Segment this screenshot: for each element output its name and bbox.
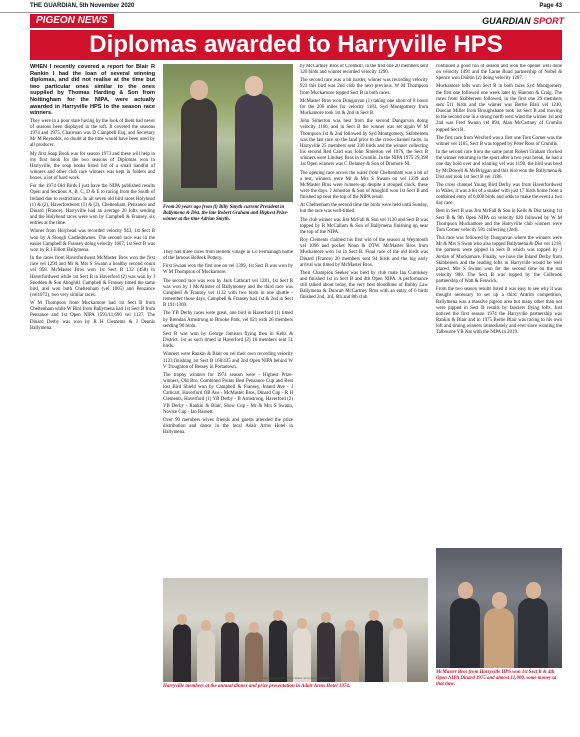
- paragraph: Muckamore lofts won Sect B in both races Syd Montgomery the first one followed one week later by Hannon & Craig. The races from Skibbereen followed, in the first one 29 members sent 511 birds and the winner was Bertie Blair vel 1240, Duncan Miller from Broughshane took 1st Sect B and moving to the second one in a strong north west wind the winner 1st and 2nd was Fred Swann vel 894, Alan McCartney of Crumlin topped Sect B.: [436, 84, 562, 133]
- photo-person: [269, 620, 287, 682]
- photo-person: [221, 622, 239, 682]
- paragraph: Winners were Rankin & Blair on vel their own recording velocity 1123 finishing 1st Sect B 168/435 and 2nd Open NIPA behind W V Troughton of Bessey in Portadown.: [163, 352, 293, 370]
- masthead-date: THE GUARDIAN, 5th November 2020: [30, 3, 135, 9]
- photo-person: [341, 630, 359, 682]
- photo-trophy-winners: [436, 548, 562, 668]
- paragraph: Best in Sect B was Jim McFall & Son in Kells & Dist taking 1st Sect B & 9th Open NIPA on velocity 620 followed by W M Thompson Muckamore and the Harryville club winners were Tom Corner velocity 581 collecting (2nd).: [436, 209, 562, 233]
- paragraph: Winner from Holyhead was recorded velocity 943, 1st Sect B won by A Slough Castledownes. The second race was in the easier Campbell & Fransey doing velocity 1667, 1st Sect B was won by R J Elliott Ballymena.: [30, 229, 155, 253]
- paragraph: W M Thompson from Muckamore had 1st Sect B from Cheltenham while W Bird from Ballymena had 1st Sect B from Penzance and 1st Open NIPA 1591/11,690 vel 1127. The Dinard Derby was won by R H Clements & J Dennis Ballymena.: [30, 301, 155, 331]
- headline: Diplomas awarded to Harryville HPS: [30, 30, 562, 60]
- brand-sport: SPORT: [533, 16, 564, 26]
- photo-person: [173, 624, 191, 682]
- photo-inscription: Prize-winners at the annual dinner and prize presentation: [261, 676, 330, 680]
- paragraph: Their Champion Seeker was bred by club mate Ian Cumiskey and finished 1st in Sect B and 4th Open NIPA. A performance still talked about today, the very best bloodlines of Bobby Law Ballymena & Duncan McCartney Bros with an entry of 6 birds finished 2nd, 3rd, 6th and 8th club.: [300, 270, 428, 301]
- paragraph: The first race from Wexford was a first one Tom Corner was the winner vel 1165, Sect B was topped by Peter Ross of Crumlin.: [436, 135, 562, 147]
- article-column-1: [30, 64, 155, 692]
- photo-person: [365, 620, 383, 682]
- paragraph: They had three races from Bellerk village in Co Fermanagh home of the famous Belleek Pottery.: [163, 250, 293, 262]
- paragraph: My first Soap Book was for season 1973 and these will help in my first book for the two seasons of Diplomas won in Harryville, the soap books listed list of a small handful of winners and other club race winners was kept in folders and boxes, a lot of hard work.: [30, 151, 155, 182]
- section-tag: PIGEON NEWS: [30, 14, 114, 28]
- paragraph: The opening race across the water from Cheltenham was a bit of a test, winners were Mr & Mrs S Swann on vel 1239 and McMaster Bros were runners-up despite a stooped clock, these were the days. J Johnston & Son of Ahoghill won 1st Sect B and finished up near the top of the NIPA result.: [300, 170, 428, 201]
- masthead: [0, 0, 580, 13]
- section-bar: [0, 14, 580, 28]
- paragraph: The cross channel Young Bird Derby was from Haverfordwest in Wales, it was a bit of a snaker with just 17 birds home from a combined entry of 6,000 birds and odds to make the event a two day race.: [436, 182, 562, 207]
- article-column-4: [436, 64, 562, 542]
- paragraph: This race was followed by Dungarvan where the winners were Mr & Mrs S Swan who also topped Ballymena & Dist vel 1218, the partners were pipped in Sect B which was topped by J Jordan of Muckamore. Finally, we have the Inland Derby from Skibbereen and the leading lofts in Harryville would be well placed, Mrs S Swann won for the second time on the run velocity 900. The Sect B was topped by the Culbrook partnership of Watt & Fenwick.: [436, 236, 562, 285]
- page-number: Page 43: [539, 3, 562, 9]
- photo-person: [293, 628, 311, 682]
- photo-three-men: [163, 64, 293, 202]
- photo-person: [317, 622, 335, 682]
- paragraph: The YB Derby races were great, one bird in Haverford (1) timed by Brendan Armstrong to Brooke Park, vel 621 with 26 members sending 90 birds.: [163, 311, 293, 329]
- paragraph: First Swaan won the first one on vel 1399, 1st Sect B was won by W M Thompson of Muckamore.: [163, 264, 293, 276]
- paragraph: They were in a poor state having by the look of them had never of seasons been displayed in the loft. It covered the seasons 1974 and 1975, Chairman was D Campbell Esq, and Secretary Mr M Reynolds, no doubt at the time would have been used by all producer.: [30, 118, 155, 149]
- paragraph: From the two season results listed it was easy to see why it was thought necessary to set up a third Antrim competition, Ballymena was a massive pigeon area but many other than not were pipped in Sect B results by fanciers flying lofts. Just noticed the first season 1974 the Harryville partnership was Rankin & Blair and in 1975 Bertie Blair was racing to his own loft and timing winners immediately and ever since winning the Talbourne YB Nat with the NIPA in 2019.: [436, 287, 562, 336]
- paragraph: McMaster Bros won Dungarvan (1) taking one short of 8 hours for the 200 miles for velocity 1183, Syd Montgomery from Muckamore took 1st & 2nd in Sect B.: [300, 98, 428, 117]
- photo-person: [181, 98, 217, 188]
- paragraph: In the second race from the same point Robert Graham clocked the winner returning to the sport after a two year break, he had a one day hold over and winning vel was 1190, the bird was bred by McDowell & McBriggan and this bird won the Ballymena & Dist and took 1st Sect B vel 1186.: [436, 150, 562, 180]
- paragraph: Over 90 members wives friends and guests attended the prize distribution and dance in the local Adair Arms Hotel in Ballymena.: [163, 417, 293, 436]
- paragraph: For the 1974 Old Birds I just have the NIPA published results Open and Sections A, B, C, D & E to racing from the South of Ireland due to restrictions. In all seven old bird races Holyhead (1) & (2), Haverfordwest (1) & (2), Cheltenham, Penzance and Dinard (France). Harryville had an average 20 lofts sending and the Holyhead races were won by Campbell & Fransey, six entries at the time.: [30, 184, 155, 227]
- article-column-3: [300, 64, 428, 569]
- photo-person: [245, 632, 263, 682]
- photo-person: [518, 598, 548, 668]
- paragraph: At Cheltenham the second time the birds were held until Sunday, but the race was well-timed.: [300, 203, 428, 215]
- paragraph: by McCartney Bros of Cromkill, in the first one 20 members sent 326 birds and winner recorded velocity 1290.: [300, 64, 428, 76]
- photo-person: [484, 608, 514, 668]
- paragraph: John Simerton was best from the second Dungarvan doing velocity 1166, and in Sect B the winner was set again W M Thompson 1st & 2nd followed by Syd Montgomery, Skibbereen was the last race on the land prior to the cross-channel races, in Harryville 25 members sent 230 birds and the winner collecting his second Red Card was John Simerton vel 1076, the Sect B winners were Lindsey Bros in Crumlin. In the NIPA 1975 29,398 1st Open winners was C Delaney & Son of Dromore NI.: [300, 119, 428, 168]
- paragraph: Sect B was won by George Jamison flying then in Kells & District. 1st as such timed in Haverford (2) 18 members sent 51 birds.: [163, 331, 293, 350]
- brand-name: GUARDIAN: [482, 16, 531, 26]
- paragraph: The trophy winners for 1974 season were - Highest Prize-winners, Old Bro, Combined Points Best Penzance Cup and Best lost Bird Shield won by Campbell & Fransey, Inland Ave - J Cathcart, Haverford OB Ave - McMaster Bros, Dinard Cup - R H Clements, Haverford (1) YB Derby - B Armstrong, Haverford (2) YB Derby - Rankin & Blair, Show Cup - Mr & Mrs S Swann, Novice Cup - Ian Barnett.: [163, 372, 293, 415]
- photo-group-dinner: [163, 578, 428, 682]
- photo-caption: McMaster Bros from Harryville HPS won 1st Sect B & 4th Open NIPA Dinard 1975 and almost £1,000, some money at that time.: [436, 670, 557, 687]
- photo-person: [389, 628, 407, 682]
- photo-person: [197, 630, 215, 682]
- photo-caption: Harryville members at the annual dinner and prize presentation in Adair Arms Hotel 1974.: [163, 684, 351, 689]
- paragraph: Roy Clements claimed his first win of the season at Weymouth vel 1096 and pocket Noon & DTW. McMaster Bros from Muckamore won 1st in Sect B. Final race of the old birds was Dinard (France) 20 members sent 94 birds and the big early arrival was timed by McMaster Bros.: [300, 238, 428, 268]
- photo-person: [450, 598, 480, 668]
- paragraph: The club winner was Jim McFall & Son vel 1130 and Sect B was topped by R McCallum & Son of Ballymena finishing up near the top of the NIPA.: [300, 217, 428, 235]
- paragraph: In the races from Haverfordwest McMaster Bros won the first race vel 1294 and Mr & Mrs S Swann a healthy second count vel 958. McMaster Bros won 1st Sect B 132 (458) in Haverfordwest while 1st Sect B in Haverford (2) was won by J Snodden & Son Ahoghill. Campbell & Fransey timed the same bird, and won both Cheltenham (vel 1005) and Penzance (vel1072), two very similar races.: [30, 256, 155, 298]
- photo-caption: From 20 years ago from (l) Billy Smyth current President in Ballymena & Dist. the late Robert Graham and Highest Prize-winner at the time Adrian Smyth.: [163, 205, 289, 222]
- paragraph: The second race was a bit harder, winner was recording velocity 923 this bird was 2nd club the next previous. W M Thompson from Muckamore topped Sect B in both races.: [300, 78, 428, 96]
- lead-paragraph: WHEN I recently covered a report for Blair R Rankin I had the loan of several winning diplomas, and did not realise at the time but two particular ones similar to the ones supplied by Thomas Harding & Son from Nottingham for the NIPA, were actually awarded in Harryville HPS to the season race winners.: [30, 64, 155, 117]
- photo-person: [235, 94, 273, 190]
- brand-logo: [482, 14, 564, 28]
- paragraph: continued a good run of season and won the opener well done on velocity 1491 and the Larne Road partnership of Nobel & Spence won Dublin (2) doing velocity 1287.: [436, 64, 562, 82]
- paragraph: The second race was won by Jack Cathcart vel 1281, 1st Sect B was won by J McAllister of Ballymoney and the third race was Campbell & Fransey vel 1132 with two birds in one shuttle - remember those days, Campbell & Fransey had 1st & 2nd in Sect B 191/1369.: [163, 278, 293, 309]
